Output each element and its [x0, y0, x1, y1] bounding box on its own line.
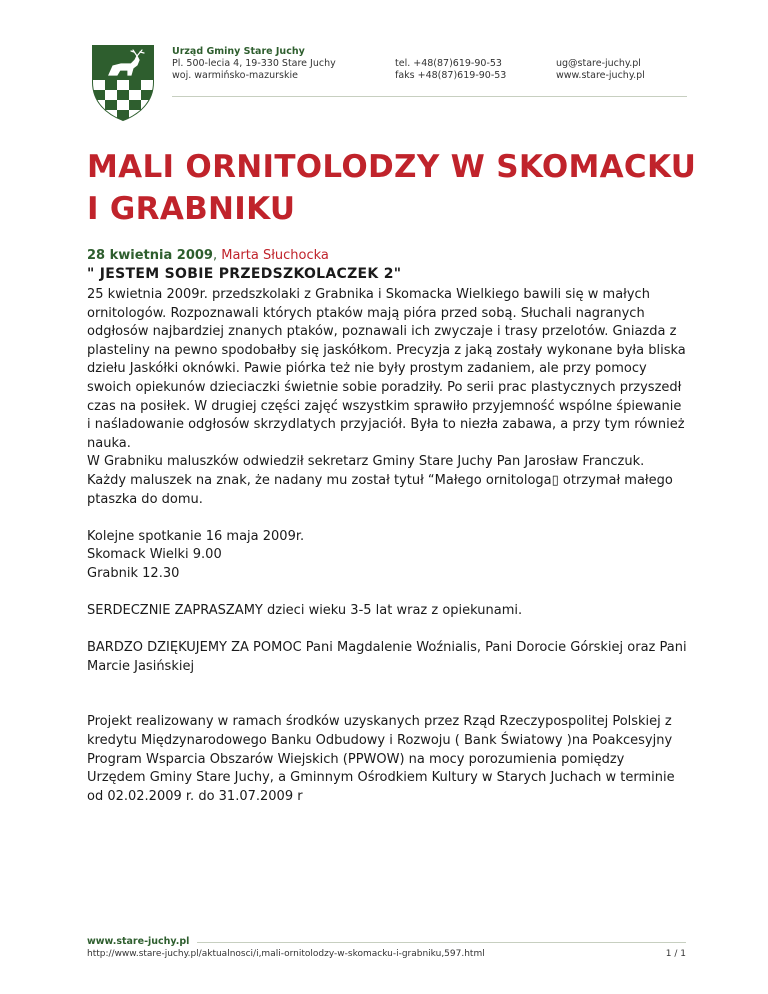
thanks-text: BARDZO DZIĘKUJEMY ZA POMOC Pani Magdalenie Woźnialis, Pani Dorocie Górskiej oraz Pani Marcie Jasińskiej [87, 640, 687, 674]
article-subtitle: " JESTEM SOBIE PRZEDSZKOLACZEK 2" [87, 266, 402, 282]
article-title: MALI ORNITOLODZY W SKOMACKU I GRABNIKU [87, 149, 697, 227]
invitation-text: SERDECZNIE ZAPRASZAMY dzieci wieku 3-5 lat wraz z opiekunami. [87, 603, 523, 619]
body-paragraph-3: Każdy maluszek na znak, że nadany mu został tytuł “Małego ornitologa▯ otrzymał małego ptaszka do domu. [87, 472, 673, 507]
schedule-line-2: Skomack Wielki 9.00 [87, 547, 222, 563]
header-org-name: Urząd Gminy Stare Juchy [172, 46, 305, 57]
header-address-line2: woj. warmińsko-mazurskie [172, 70, 298, 81]
header-web-block [556, 58, 696, 82]
header-contact-block [395, 58, 535, 82]
schedule-line-3: Grabnik 12.30 [87, 565, 180, 581]
body-paragraph-1: 25 kwietnia 2009r. przedszkolaki z Grabnika i Skomacka Wielkiego bawili się w małych ornitologów. Rozpoznawali których ptaków mają pióra przed sobą. Słuchali nagranych odgłosów najbardziej znanych ptaków, poznawali ich zwyczaje i trasy przelotów. Gniazda z plasteliny na pewno spodobałby się jaskółkom. Precyzja z jaką zostały wykonane była bliska dziełu Jaskółki oknówki. Pawie piórka też nie były prostym zadaniem, ale przy pomocy swoich opiekunów dzieciaczki świetnie sobie poradziły. Po serii prac plastycznych przyszedł czas na posiłek. W drugiej części zajęć wszystkim sprawiło przyjemność wspólne śpiewanie i naśladowanie odgłosów skrzydlatych przyjaciół. Była to niezła zabawa, a przy tym również nauka. [87, 287, 686, 451]
coat-of-arms-logo [87, 42, 159, 122]
header-website-link[interactable]: www.stare-juchy.pl [556, 70, 645, 81]
meta-separator: , [212, 248, 218, 263]
header-fax: faks +48(87)619-90-53 [395, 70, 507, 81]
header-phone: tel. +48(87)619-90-53 [395, 58, 502, 69]
header-divider [172, 96, 687, 97]
article-meta [87, 247, 329, 264]
footer-divider [197, 942, 686, 943]
header-email-link[interactable]: ug@stare-juchy.pl [556, 58, 641, 69]
article-body [87, 286, 687, 806]
footer-site[interactable]: www.stare-juchy.pl [87, 936, 190, 947]
article-date: 28 kwietnia 2009 [87, 248, 213, 263]
body-paragraph-2: W Grabniku maluszków odwiedził sekretarz Gminy Stare Juchy Pan Jarosław Franczuk. [87, 454, 645, 470]
schedule-line-1: Kolejne spotkanie 16 maja 2009r. [87, 528, 305, 544]
header-address-block [172, 46, 362, 82]
article-author: Marta Słuchocka [221, 248, 329, 263]
header-address-line1: Pl. 500-lecia 4, 19-330 Stare Juchy [172, 58, 336, 69]
project-note: Projekt realizowany w ramach środków uzyskanych przez Rząd Rzeczypospolitej Polskiej z kredytu Międzynarodowego Banku Odbudowy i Rozwoju ( Bank Światowy )na Poakcesyjny Program Wsparcia Obszarów Wiejskich (PPWOW) na mocy porozumienia pomiędzy Urzędem Gminy Stare Juchy, a Gminnym Ośrodkiem Kultury w Starych Juchach w terminie od 02.02.2009 r. do 31.07.2009 r [87, 714, 675, 804]
footer-url-link[interactable]: http://www.stare-juchy.pl/aktualnosci/i,mali-ornitolodzy-w-skomacku-i-grabniku,597.html [87, 949, 485, 959]
footer-page-number: 1 / 1 [665, 949, 686, 959]
